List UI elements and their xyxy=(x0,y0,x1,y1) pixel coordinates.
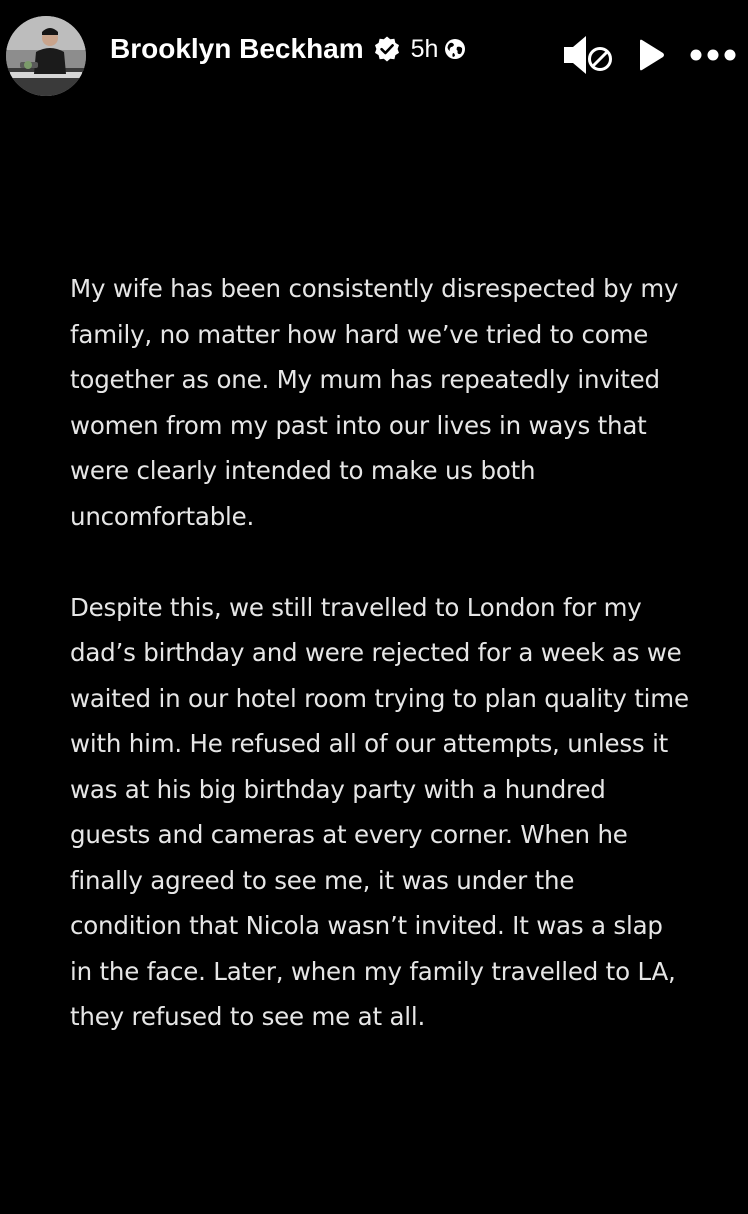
story-text xyxy=(70,266,690,1040)
avatar[interactable] xyxy=(6,16,86,96)
more-options-icon[interactable] xyxy=(690,48,736,62)
verified-badge-icon xyxy=(373,35,401,63)
story-controls xyxy=(562,30,748,80)
avatar-photo xyxy=(6,16,86,96)
story-header xyxy=(0,0,748,100)
author-name[interactable]: Brooklyn Beckham xyxy=(110,33,364,64)
story-paragraph: Despite this, we still travelled to London for my dad’s birthday and were rejected for a week as we waited in our hotel room trying to plan quality time with him. He refused all of our attempts, unless it was at his big birthday party with a hundred guests and cameras at every corner. When he finally agreed to see me, it was under the condition that Nicola wasn’t invited. It was a slap in the face. Later, when my family travelled to LA, they refused to see me at all. xyxy=(70,592,689,1031)
play-icon[interactable] xyxy=(636,38,666,72)
author-row xyxy=(110,30,466,68)
globe-icon xyxy=(444,38,466,60)
speaker-muted-icon[interactable] xyxy=(562,32,614,78)
story-paragraph: My wife has been consistently disrespected by my family, no matter how hard we’ve tried to come together as one. My mum has repeatedly invited women from my past into our lives in ways that were clearly intended to make us both uncomfortable. xyxy=(70,274,679,531)
post-time: 5h xyxy=(410,34,439,63)
